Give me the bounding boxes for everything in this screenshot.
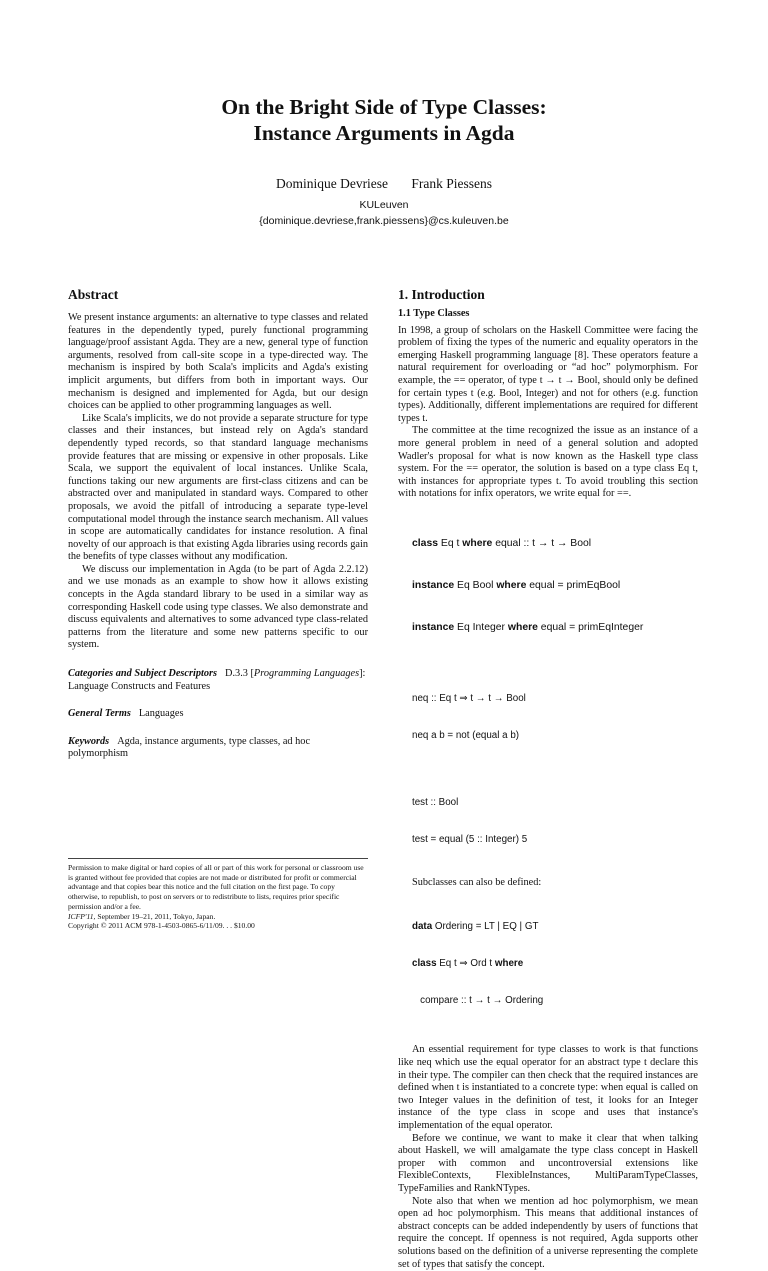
title-line-2: Instance Arguments in Agda <box>253 121 515 145</box>
section-heading: 1. Introduction <box>398 287 485 302</box>
author-name: Frank Piessens <box>411 176 493 191</box>
affiliation: KULeuven <box>359 199 409 211</box>
code-block-neq <box>398 663 698 767</box>
keywords: Keywords Agda, instance arguments, type classes, ad hoc polymorphism <box>68 735 311 760</box>
abstract-paragraph: Like Scala's implicits, we do not provide a separate structure for type classes and their instances, but instead rely on Agda's standard dependently typed records, so that standard language mechanisms provide features that are missing or expensive in other proposals. Like Scala, we support the equivalent of local instances. Unlike Scala, functions taking our new arguments are first-class citizens and can be abstracted over and manipulated in standard ways. Compared to other proposals, we avoid the pitfall of introducing a separate type-level computational model through the instance search mechanism. All values in scope are automatically candidates for instance resolution. A final novelty of our approach is that existing Agda libraries using records gain the benefits of type classes without any modification. <box>68 412 368 563</box>
code-line: class Eq t ⇒ Ord t where <box>412 958 524 970</box>
keywords-label: Keywords <box>68 735 110 747</box>
abstract-paragraph: We present instance arguments: an alternative to type classes and related features in the dependently typed, purely functional programming language/proof assistant Agda. They are a new, general type of function arguments, resolved from call-site scope in a type-directed way. The mechanism is inspired by both Scala's implicits and Agda's existing implicit arguments, but differs from both in important ways. Our mechanism is designed and implemented for Agda, but our design choices can be applied to other programming languages as well. <box>68 312 368 412</box>
intro-paragraph: The committee at the time recognized the issue as an instance of a more general problem in need of a general solution and adopted Wadler's proposal for what is now known as the Haskell type class system. For the == operator, the solution is based on a type class Eq t, with instances for appropriate types t. To avoid troubling this section with notations for infix operators, we write equal for ==. <box>398 425 698 500</box>
abstract-paragraph: We discuss our implementation in Agda (to be part of Agda 2.2.12) and we use monads as an example to show how it allows existing concepts in the Agda standard library to be used in a similar way as corresponding Haskell code using type classes. We also demonstrate and discuss equivalents and alternatives to some advanced type class-related patterns from the literature and some new patterns specific to our system. <box>68 563 368 651</box>
code-block-ordering <box>398 896 698 1032</box>
right-column <box>398 287 698 1271</box>
copyright-line: Copyright © 2011 ACM 978-1-4503-0865-6/11/09. . . $10.00 <box>68 921 255 931</box>
code-line: class Eq t where equal :: t → t → Bool <box>412 537 592 549</box>
categories-descriptors: Categories and Subject Descriptors D.3.3 [Programming Languages]: Language Constructs and Features <box>68 668 366 692</box>
code-line: test = equal (5 :: Integer) 5 <box>412 834 528 846</box>
code-line: instance Eq Integer where equal = primEqInteger <box>412 621 644 633</box>
intro-paragraph: An essential requirement for type classes to work is that functions like neq which use the equal operator for an abstract type t declare this in their type. The compiler can then check that the required instances are defined when t is instantiated to a concrete type: when equal is called on two Integer values in the definition of test, it looks for an Integer instance of the type class in scope and uses that instance's implementation of the equal operator. <box>398 1044 698 1132</box>
code-line: data Ordering = LT | EQ | GT <box>412 920 539 932</box>
left-column <box>68 287 368 761</box>
code-line: neq :: Eq t ⇒ t → t → Bool <box>412 692 526 704</box>
general-terms-label: General Terms <box>68 708 131 720</box>
categories-label: Categories and Subject Descriptors <box>68 668 218 680</box>
author-email: {dominique.devriese,frank.piessens}@cs.kuleuven.be <box>259 215 509 227</box>
intro-paragraph: Before we continue, we want to make it clear that when talking about Haskell, we will amalgamate the type class concept in Haskell proper with common and uncontroversial extensions like FlexibleContexts, FlexibleInstances, MultiParamTypeClasses, TypeFamilies and RankNTypes. <box>398 1132 698 1194</box>
author-list <box>0 176 768 192</box>
title-line-1: On the Bright Side of Type Classes: <box>221 95 547 119</box>
copyright-block <box>68 858 368 931</box>
subsection-heading: 1.1 Type Classes <box>398 308 470 319</box>
code-block-test <box>398 767 698 871</box>
abstract-heading: Abstract <box>68 287 119 302</box>
code-line: neq a b = not (equal a b) <box>412 729 520 741</box>
permission-notice: Permission to make digital or hard copies of all or part of this work for personal or classroom use is granted without fee provided that copies are not made or distributed for profit or commercial advantage and that copies bear this notice and the full citation on the first page. To copy otherwise, to republish, to post on servers or to redistribute to lists, requires prior specific permission and/or a fee. <box>68 863 364 911</box>
paper-title <box>0 94 768 146</box>
conference-info: ICFP'11, September 19–21, 2011, Tokyo, Japan. <box>68 911 216 921</box>
code-line: compare :: t → t → Ordering <box>420 995 544 1007</box>
code-block-classes <box>398 501 698 663</box>
intro-paragraph: Note also that when we mention ad hoc polymorphism, we mean open ad hoc polymorphism. This means that additional instances of abstract concepts can be added independently by users of functions that require the concept. If openness is not required, Agda supports other solutions based on the definition of a universe representing the complete set of types that satisfy the concept. <box>398 1195 698 1270</box>
code-line: test :: Bool <box>412 796 459 808</box>
subclasses-note: Subclasses can also be defined: <box>412 877 542 889</box>
code-line: instance Eq Bool where equal = primEqBool <box>412 579 621 591</box>
general-terms: General Terms Languages <box>68 708 184 720</box>
author-name: Dominique Devriese <box>275 176 389 191</box>
intro-paragraph: In 1998, a group of scholars on the Haskell Committee were facing the problem of fixing the types of the numeric and equality operators in the emerging Haskell programming language [8]. These operators feature a natural requirement for overloading or “ad hoc” polymorphism. For example, the == operator, of type t → t → Bool, should only be defined for certain types t (e.g. Bool, Integer) and not for others (e.g. function types). Additionally, different implementations are required for different types t. <box>398 324 698 424</box>
